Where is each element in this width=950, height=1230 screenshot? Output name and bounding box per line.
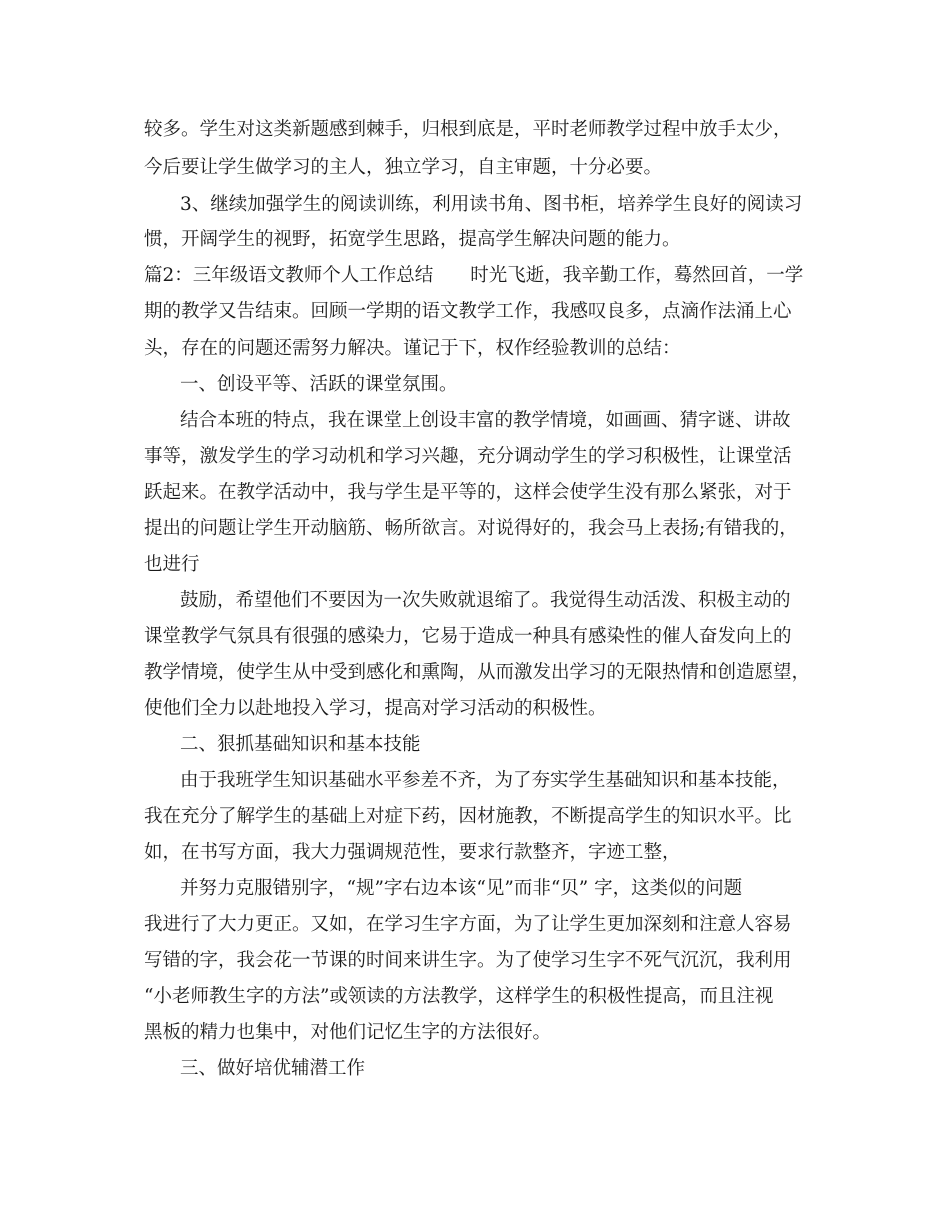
text-line: 头，存在的问题还需努力解决。谨记于下，权作经验教训的总结： — [144, 338, 681, 359]
text-line: 也进行 — [144, 554, 200, 575]
text-line: 提出的问题让学生开动脑筋、畅所欲言。对说得好的，我会马上表扬;有错我的， — [144, 518, 798, 539]
subsection-heading: 二、狠抓基础知识和基本技能 — [180, 734, 421, 755]
text-line: 结合本班的特点，我在课堂上创设丰富的教学情境，如画画、猜字谜、讲故 — [180, 410, 791, 431]
subsection-heading: 三、做好培优辅潜工作 — [180, 1058, 366, 1079]
text-line: 跃起来。在教学活动中，我与学生是平等的，这样会使学生没有那么紧张，对于 — [144, 482, 792, 503]
text-line: 黑板的精力也集中，对他们记忆生字的方法很好。 — [144, 1022, 552, 1043]
text-line: 并努力克服错别字，“规”字右边本该“见”而非“贝” 字，这类似的问题 — [180, 878, 743, 899]
text-line: 事等，激发学生的学习动机和学习兴趣，充分调动学生的学习积极性，让课堂活 — [144, 446, 792, 467]
text-line: 较多。学生对这类新题感到棘手，归根到底是，平时老师教学过程中放手太少， — [144, 119, 792, 140]
text-line: 如，在书写方面，我大力强调规范性，要求行款整齐，字迹工整， — [144, 842, 681, 863]
text-line: 今后要让学生做学习的主人，独立学习，自主审题，十分必要。 — [144, 157, 663, 178]
text-line: 惯，开阔学生的视野，拓宽学生思路，提高学生解决问题的能力。 — [144, 229, 681, 250]
text-line: 3、继续加强学生的阅读训练，利用读书角、图书柜，培养学生良好的阅读习 — [180, 194, 803, 215]
text-line: 使他们全力以赴地投入学习，提高对学习活动的积极性。 — [144, 698, 607, 719]
text-line: “小老师教生字的方法”或领读的方法教学，这样学生的积极性提高，而且注视 — [144, 986, 774, 1007]
text-line: 课堂教学气氛具有很强的感染力，它易于造成一种具有感染性的催人奋发向上的 — [144, 626, 792, 647]
text-line: 写错的字，我会花一节课的时间来讲生字。为了使学习生字不死气沉沉，我利用 — [144, 950, 792, 971]
text-line: 由于我班学生知识基础水平参差不齐，为了夯实学生基础知识和基本技能， — [180, 770, 791, 791]
subsection-heading: 一、创设平等、活跃的课堂氛围。 — [180, 374, 458, 395]
text-line: 鼓励，希望他们不要因为一次失败就退缩了。我觉得生动活泼、积极主动的 — [180, 590, 791, 611]
section-heading: 篇2：三年级语文教师个人工作总结 时光飞逝，我辛勤工作，蓦然回首，一学 — [144, 265, 804, 286]
text-line: 期的教学又告结束。回顾一学期的语文教学工作，我感叹良多，点滴作法涌上心 — [144, 301, 792, 322]
text-line: 我进行了大力更正。又如，在学习生字方面，为了让学生更加深刻和注意人容易 — [144, 914, 792, 935]
text-line: 教学情境，使学生从中受到感化和熏陶，从而激发出学习的无限热情和创造愿望， — [144, 662, 811, 683]
text-line: 我在充分了解学生的基础上对症下药，因材施教，不断提高学生的知识水平。比 — [144, 806, 792, 827]
